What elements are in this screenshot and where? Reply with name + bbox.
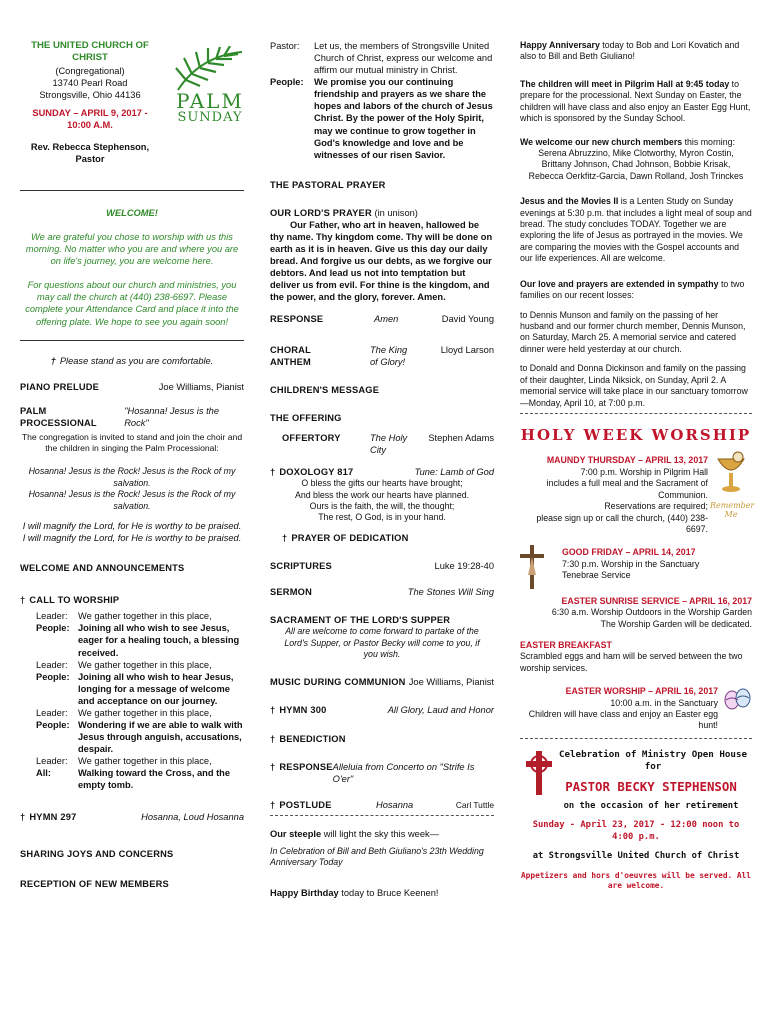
celebration-name: PASTOR BECKY STEPHENSON: [565, 778, 737, 794]
sacrament-label: SACRAMENT OF THE LORD'S SUPPER: [270, 615, 451, 626]
welcome-para-1: We are grateful you chose to worship with us this morning. No matter who you are and where you are on life's journey, you are welcome here.: [25, 232, 239, 267]
column-2: [270, 40, 494, 899]
breakfast-block: [520, 640, 752, 674]
sermon-row: [270, 586, 494, 598]
cross-icon: †: [270, 799, 276, 810]
anniversary-bold: Happy Anniversary: [520, 40, 600, 50]
holy-week-title: HOLY WEEK WORSHIP: [520, 425, 752, 444]
litany-text: Walking toward the Cross, and the empty tomb.: [78, 768, 231, 791]
anthem-label: CHORAL ANTHEM: [270, 344, 311, 367]
logo-text-sunday: SUNDAY: [177, 110, 243, 126]
new-members-note: [520, 137, 752, 148]
sunrise-line: The Worship Garden will be dedicated.: [600, 618, 752, 629]
maundy-thursday-block: [520, 455, 755, 535]
friday-title: GOOD FRIDAY – APRIL 14, 2017: [562, 547, 696, 558]
hymn-297-label: [20, 811, 76, 823]
maundy-title: MAUNDY THURSDAY – APRIL 13, 2017: [546, 455, 708, 466]
scriptures-ref: Luke 19:28-40: [434, 560, 494, 571]
city: Strongsville, Ohio 44136: [39, 90, 141, 101]
new-members-names: [520, 148, 752, 182]
communion-performer: Joe Williams, Pianist: [408, 677, 494, 688]
doxology-line: The rest, O God, is in your hand.: [318, 512, 446, 523]
doxology-row: [270, 466, 494, 478]
column-1: [20, 40, 244, 890]
church-name: THE UNITED CHURCH OF CHRIST: [31, 40, 149, 64]
litany-line: [36, 767, 244, 791]
response-2-text: RESPONSE: [279, 761, 333, 772]
welcome-announcements: WELCOME AND ANNOUNCEMENTS: [20, 563, 185, 574]
easter-eggs-icon: [722, 684, 752, 712]
good-friday-block: [520, 547, 752, 581]
hymn-300-label: [270, 704, 326, 716]
prelude-row: [20, 381, 244, 393]
litany-speaker: All:: [36, 768, 51, 779]
cross-icon: †: [20, 595, 26, 606]
celebration-place: at Strongsville United Church of Christ: [532, 851, 740, 862]
pilgrim-hall-note: [520, 79, 752, 125]
new-members-bold: We welcome our new church members: [520, 136, 683, 147]
pastoral-prayer: THE PASTORAL PRAYER: [270, 179, 386, 190]
anthem-title: The King of Glory!: [370, 344, 408, 367]
stand-note-text: Please stand as you are comfortable.: [59, 355, 214, 366]
hymn-300-row: [270, 704, 494, 716]
crucifix-icon: [520, 545, 544, 589]
celebration-line-1: Celebration of Ministry Open House for: [558, 748, 748, 772]
welcome-para-2: For questions about our church and ministries, you may call the church at (440) 238-6697. Please complete your Attendance Card and place it into the offering plate. We hope to see you again soon!: [25, 280, 239, 327]
celebration-line-2: on the occasion of her retirement: [563, 800, 739, 811]
litany-text: Joining all who wish to see Jesus, eager for a healing touch, a blessing received.: [78, 623, 240, 658]
litany-line: [36, 659, 244, 671]
easter-line: 10:00 a.m. in the Sanctuary: [610, 697, 718, 708]
stand-note: [20, 355, 244, 367]
communion-chalice-icon: [710, 451, 755, 519]
service-date: SUNDAY – APRIL 9, 2017 - 10:00 A.M.: [32, 108, 148, 131]
hymn-297-row: [20, 811, 244, 823]
people-litany: [270, 76, 494, 161]
call-to-worship-label: [20, 594, 244, 606]
doxology-line: Ours is the faith, the will, the thought;: [309, 500, 455, 511]
people-text: We promise you our continuing friendship and prayers as we share the hopes and labors of the church of Jesus Christ. By the power of the Holy Spirit, may we continue to grow together in God's knowledge and love and be witnesses of our risen Savior.: [314, 77, 493, 160]
call-label-text: CALL TO WORSHIP: [29, 595, 120, 606]
lords-prayer-label: OUR LORD'S PRAYER: [270, 207, 372, 218]
litany-line: [36, 622, 244, 658]
doxology-text: DOXOLOGY 817: [279, 467, 354, 478]
litany-speaker: People:: [36, 623, 70, 634]
sympathy-note: [520, 279, 752, 302]
cross-icon: †: [50, 355, 56, 366]
celebration-block: [520, 749, 752, 891]
communion-row: [270, 676, 494, 688]
birthday-rest: today to Bruce Keenen!: [338, 887, 439, 898]
doxology-line: And bless the work our hearts have planned.: [294, 489, 470, 500]
header-block: [20, 40, 244, 190]
breakfast-title: EASTER BREAKFAST: [520, 639, 612, 650]
sermon-title: The Stones Will Sing: [407, 586, 494, 597]
movies-rest: is a Lenten Study on Sunday evenings at 5:30 p.m. that includes a light meal of soup and bread. The study concludes TODAY. Together we are exploring the life of Jesus as portrayed in the movies. We are comparing the movies with the Gospel accounts and our life experiences. All are welcome.: [520, 196, 752, 264]
anthem-composer: Lloyd Larson: [440, 344, 494, 355]
pastor-litany: [270, 40, 494, 76]
steeple-bold: Our steeple: [270, 828, 322, 839]
doxology-label: [270, 466, 353, 478]
hymn-300-text: HYMN 300: [279, 705, 327, 716]
prelude-performer: Joe Williams, Pianist: [158, 381, 244, 392]
offertory-title: The Holy City: [370, 432, 408, 455]
maundy-line: 7:00 p.m. Worship in Pilgrim Hall: [580, 466, 708, 477]
pastor-text: Let us, the members of Strongsville United Church of Christ, express our welcome and affirm our mutual ministry in Christ.: [314, 41, 493, 76]
response-title: Amen: [374, 314, 399, 325]
pastor-label: Pastor:: [270, 41, 300, 51]
offertory-composer: Stephen Adams: [428, 432, 494, 443]
hymn-297-text: HYMN 297: [29, 812, 77, 823]
litany-speaker: Leader:: [36, 611, 68, 622]
steeple-rest: will light the sky this week—: [321, 828, 439, 839]
new-members-line: Brittany Johnson, Chad Johnson, Bobbie Krisak,: [541, 159, 731, 170]
denomination: (Congregational): [55, 65, 125, 76]
response-composer: David Young: [441, 314, 494, 325]
celebration-food: Appetizers and hors d'oeuvres will be served. All are welcome.: [520, 870, 751, 890]
pilgrim-bold: The children will meet in Pilgrim Hall at 9:45 today: [520, 78, 730, 89]
people-label: People:: [270, 77, 304, 88]
cross-icon: †: [20, 812, 26, 823]
processional-label: PALM PROCESSIONAL: [20, 405, 97, 428]
prelude-label: PIANO PRELUDE: [20, 381, 100, 392]
maundy-line: includes a full meal and the Sacrament of Communion.: [546, 478, 708, 500]
litany-speaker: People:: [36, 719, 70, 730]
hymn-300-title: All Glory, Laud and Honor: [387, 705, 494, 716]
pilgrim-rest: to prepare for the processional. Next Sunday on Easter, the children will have class and also enjoy an Easter Egg Hunt, which is sponsored by the Sunday School.: [520, 78, 751, 124]
welcome-title: WELCOME!: [106, 208, 158, 218]
offering-label: THE OFFERING: [270, 412, 342, 423]
litany-speaker: Leader:: [36, 756, 68, 767]
cross-icon: †: [270, 761, 276, 772]
movies-bold: Jesus and the Movies II: [520, 196, 619, 207]
sermon-label: SERMON: [270, 586, 313, 597]
benediction-text: BENEDICTION: [279, 733, 346, 744]
litany-text: We gather together in this place,: [78, 707, 212, 718]
lords-prayer-note: (in unison): [374, 207, 418, 218]
hosanna-line-2: Hosanna! Jesus is the Rock! Jesus is the Rock of my salvation.: [28, 489, 236, 511]
friday-line: 7:30 p.m. Worship in the Sanctuary: [562, 558, 700, 569]
cross-icon: †: [270, 705, 276, 716]
logo-text-palm: PALM: [176, 89, 244, 114]
maundy-line: Reservations are required;: [604, 501, 708, 512]
postlude-label: [270, 799, 354, 811]
sympathy-2: to Donald and Donna Dickinson and family on the passing of their daughter, Linda Niksick, on Sunday, April 2. A memorial service will take place in our sanctuary tomorrow—Monday, April 10, at 7:00 p.m.: [520, 363, 748, 408]
magnify-line-2: I will magnify the Lord, for He is worthy to be praised.: [22, 533, 242, 544]
cross-icon: †: [270, 467, 276, 478]
litany-speaker: People:: [36, 671, 70, 682]
offertory-row: [270, 432, 494, 456]
childrens-message: CHILDREN'S MESSAGE: [270, 384, 380, 395]
magnify-line-1: I will magnify the Lord, for He is worthy to be praised.: [22, 520, 242, 531]
cross-icon: †: [282, 532, 288, 543]
remember-me-text: Remember Me: [710, 500, 755, 519]
column-3: [520, 40, 755, 891]
maundy-line: please sign up or call the church, (440) 238-6697.: [536, 512, 708, 534]
response-label: RESPONSE: [270, 314, 324, 325]
new-members-line: Serena Abruzzino, Mike Clotworthy, Myron Costin,: [538, 147, 734, 158]
palm-sunday-logo: [170, 46, 250, 136]
litany-text: Wondering if we are able to walk with Jesus through anguish, accusations, despair.: [78, 719, 243, 755]
call-to-worship-litany: [20, 610, 244, 791]
celtic-cross-icon: [526, 751, 552, 795]
litany-text: Joining all who wish to hear Jesus, longing for a message of welcome and acceptance on our journey.: [78, 671, 234, 706]
movies-note: [520, 196, 752, 265]
postlude-title: Hosanna: [376, 799, 414, 810]
easter-title: EASTER WORSHIP – APRIL 16, 2017: [565, 686, 718, 697]
postlude-row: [270, 799, 494, 811]
hymn-297-title: Hosanna, Loud Hosanna: [141, 812, 244, 823]
friday-line: Tenebrae Service: [562, 570, 631, 581]
steeple-dedication: In Celebration of Bill and Beth Giuliano's 23th Wedding Anniversary Today: [270, 845, 484, 868]
processional-title: "Hosanna! Jesus is the Rock": [124, 405, 219, 428]
easter-worship-block: [520, 686, 752, 732]
sympathy-1: to Dennis Munson and family on the passing of her husband and our former church member, Dennis Munson, on Saturday, March 25. A memorial service and catered dinner were held yesterday at our church.: [520, 309, 746, 354]
birthday-note: [270, 887, 494, 899]
offertory-label: OFFERTORY: [282, 432, 341, 443]
address: 13740 Pearl Road: [52, 78, 128, 89]
response-2-label: [270, 761, 333, 773]
litany-text: We gather together in this place,: [78, 611, 212, 622]
litany-line: [36, 671, 244, 707]
lords-prayer-text: Our Father, who art in heaven, hallowed be thy name. Thy kingdom come. Thy will be done on earth as it is in heaven. Give us this day our daily bread. And forgive us our debts, as we forgive our debtors. And lead us not into temptation but deliver us from evil. For thine is the kingdom, and the power, and the glory, forever. Amen.: [270, 219, 493, 303]
steeple-note: [270, 828, 494, 840]
reception-label: RECEPTION OF NEW MEMBERS: [20, 878, 169, 889]
response-2-title: Alleluia from Concerto on "Strife Is O'er": [332, 761, 475, 784]
hosanna-line-1: Hosanna! Jesus is the Rock! Jesus is the Rock of my salvation.: [28, 466, 236, 488]
litany-text: We gather together in this place,: [78, 756, 212, 767]
anniversary-rest: today to Bob and Lori Kovatich and also to Bill and Beth Giuliano!: [520, 40, 740, 62]
church-info: [20, 40, 160, 165]
scriptures-row: [270, 560, 494, 572]
sunrise-block: [520, 596, 752, 630]
postlude-composer: Carl Tuttle: [455, 799, 494, 810]
benediction-label: [270, 733, 494, 745]
anthem-row: [270, 344, 494, 368]
breakfast-text: Scrambled eggs and ham will be served between the two worship services.: [520, 651, 743, 673]
litany-line: [36, 610, 244, 622]
response-row: [270, 313, 494, 325]
litany-speaker: Leader:: [36, 659, 68, 670]
doxology-line: O bless the gifts our hearts have brought;: [301, 478, 463, 489]
sunrise-title: EASTER SUNRISE SERVICE – APRIL 16, 2017: [561, 595, 752, 606]
processional-note: The congregation is invited to stand and join the choir and the children in singing the Palm Processional:: [21, 431, 243, 454]
postlude-text: POSTLUDE: [279, 799, 332, 810]
dedication-text: PRAYER OF DEDICATION: [291, 532, 409, 543]
anniversary-note: [520, 40, 752, 63]
response-2-row: [270, 761, 494, 785]
sympathy-bold: Our love and prayers are extended in sympathy: [520, 278, 719, 289]
cross-icon: †: [270, 733, 276, 744]
lords-prayer-header: [270, 207, 494, 219]
new-members-rest: this morning:: [682, 136, 735, 147]
doxology-verse: [270, 478, 494, 524]
birthday-bold: Happy Birthday: [270, 887, 339, 898]
celebration-date: Sunday - April 23, 2017 - 12:00 noon to 4:00 p.m.: [532, 820, 740, 842]
processional-row: [20, 405, 244, 429]
communion-label: MUSIC DURING COMMUNION: [270, 677, 406, 688]
scriptures-label: SCRIPTURES: [270, 560, 332, 571]
dedication-label: [270, 532, 494, 544]
easter-line: Children will have class and enjoy an Easter egg hunt!: [528, 709, 718, 731]
pastor-name: Rev. Rebecca Stephenson, Pastor: [30, 142, 150, 165]
litany-line: [36, 707, 244, 719]
doxology-tune: Tune: Lamb of God: [414, 467, 494, 478]
litany-line: [36, 719, 244, 755]
sympathy-rest: to two families on our recent losses:: [520, 278, 745, 301]
sharing-label: SHARING JOYS AND CONCERNS: [20, 848, 174, 859]
sacrament-note: All are welcome to come forward to partake of the Lord's Supper, or Pastor Becky will come to you, if you wish.: [284, 626, 480, 659]
litany-line: [36, 755, 244, 767]
litany-speaker: Leader:: [36, 707, 68, 718]
sunrise-line: 6:30 a.m. Worship Outdoors in the Worship Garden: [551, 607, 752, 618]
litany-text: We gather together in this place,: [78, 659, 212, 670]
new-members-line: Rebecca Oerkfitz-Garcia, Dawn Rolland, Josh Trinckes: [528, 170, 744, 181]
